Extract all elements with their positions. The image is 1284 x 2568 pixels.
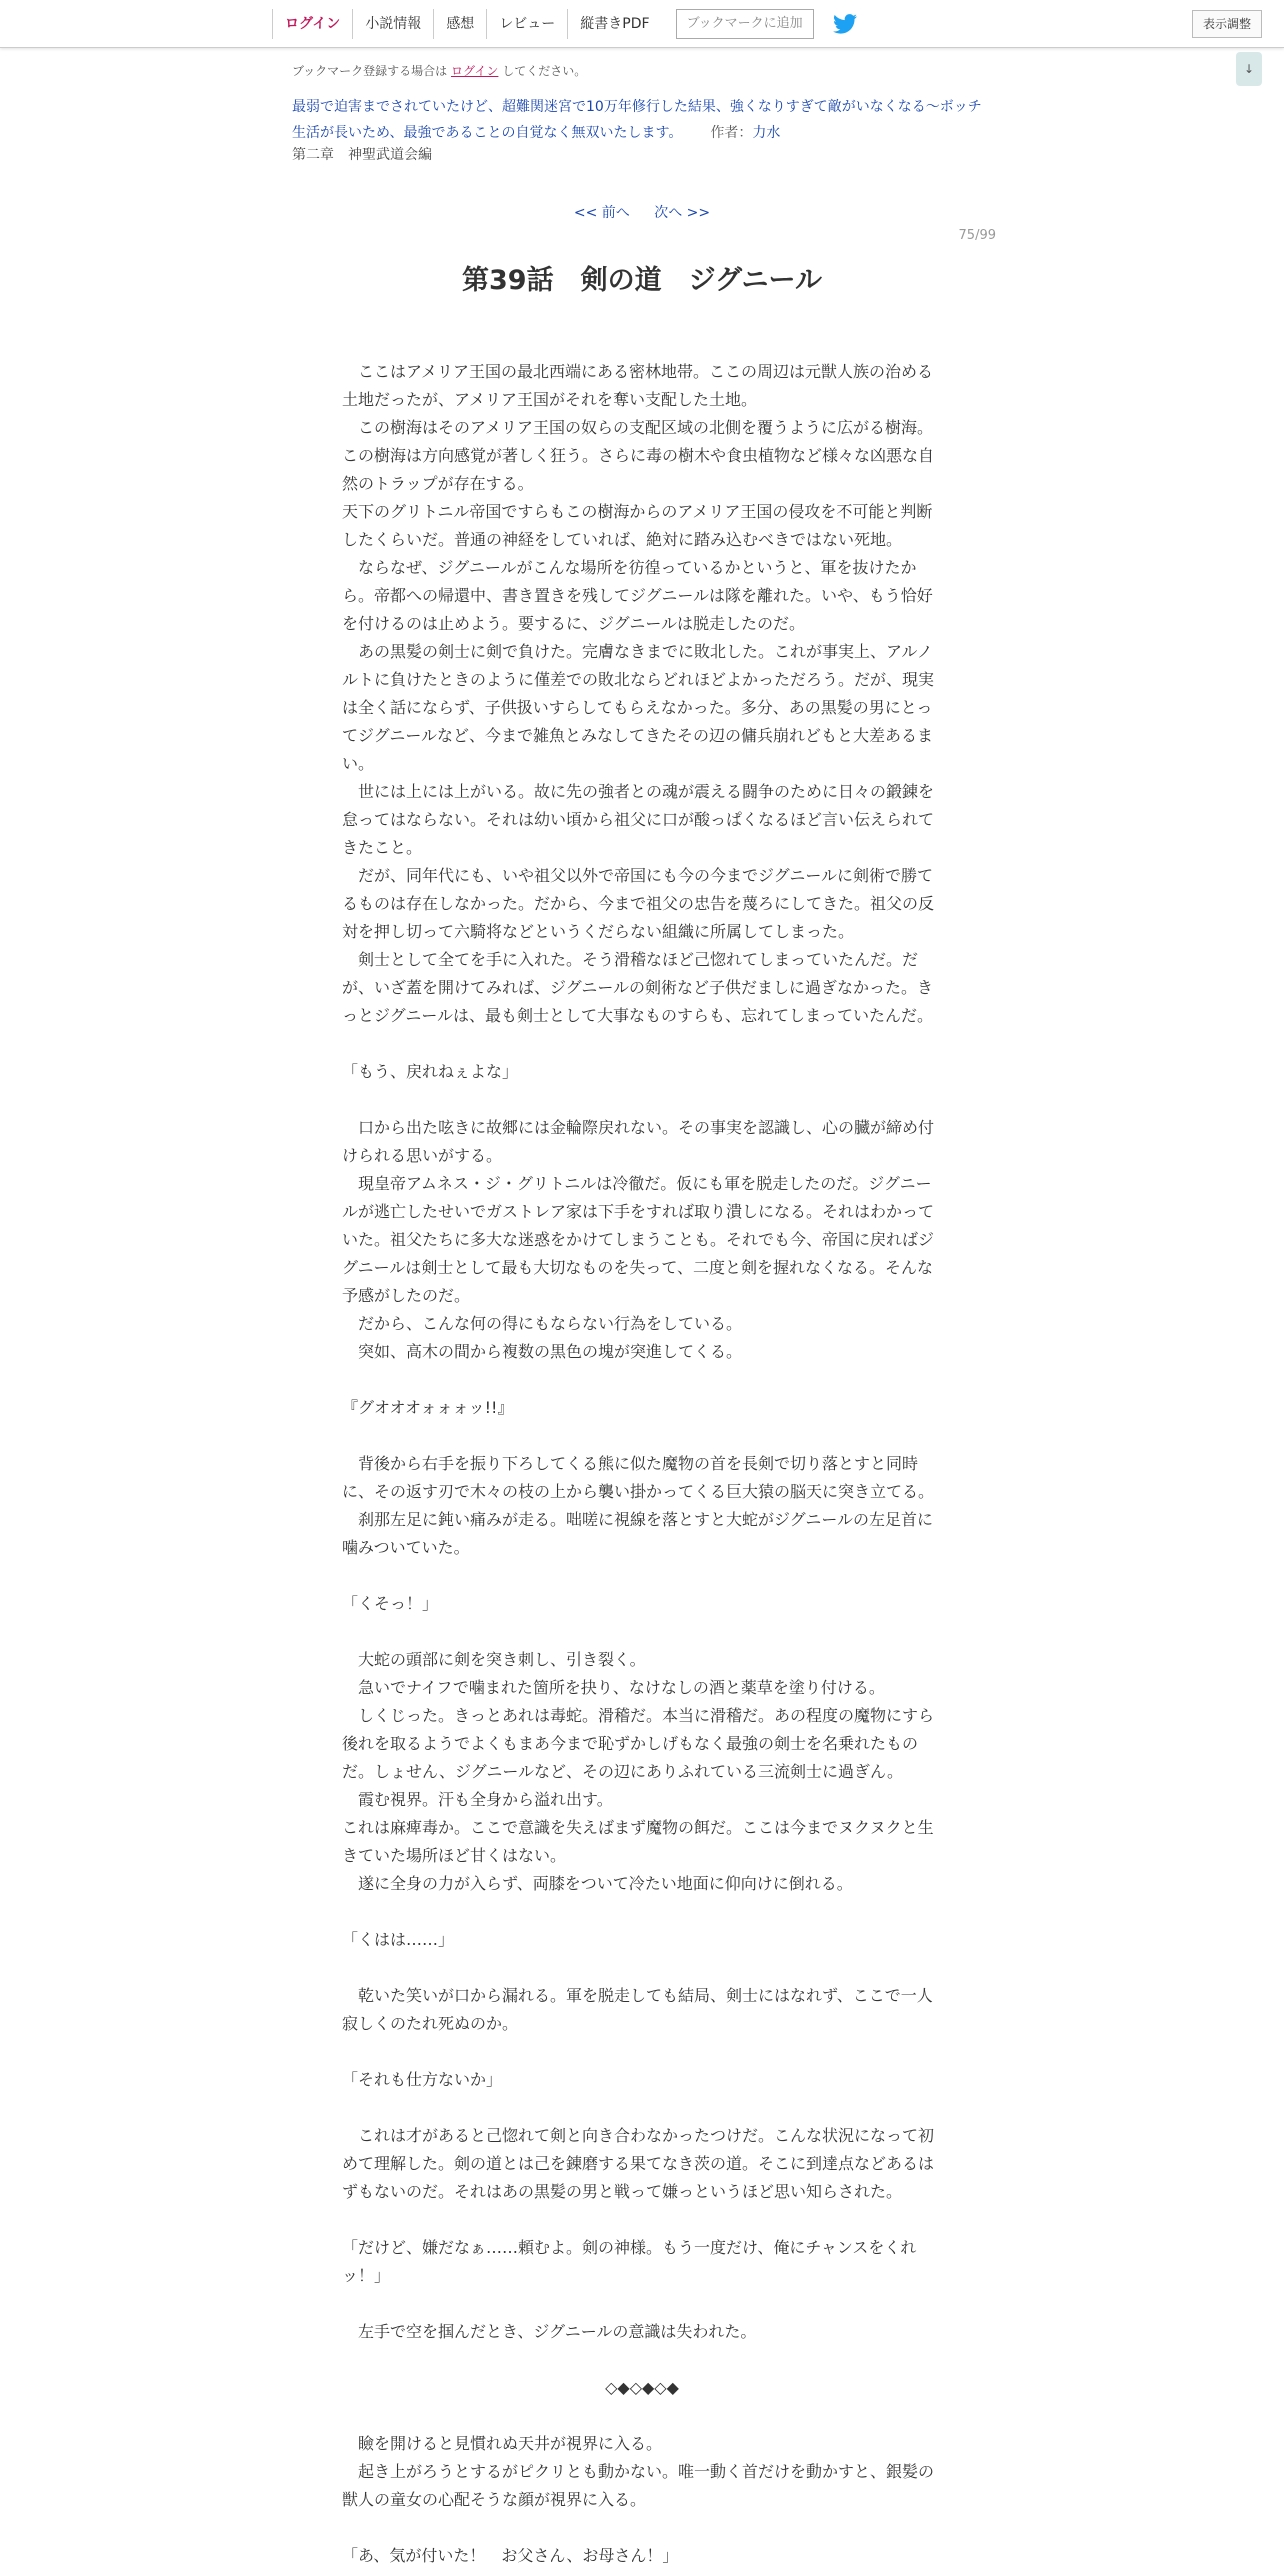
body-paragraph [342,1422,942,1450]
episode-title: 第39話 剣の道 ジグニール [462,265,822,296]
body-paragraph [342,1030,942,1058]
body-paragraph [342,2402,942,2430]
top-header [0,0,1284,48]
next-episode-link[interactable]: 次へ >> [654,205,711,221]
add-bookmark-button[interactable]: ブックマークに追加 [676,9,814,39]
body-paragraph: 天下のグリトニル帝国ですらもこの樹海からのアメリア王国の侵攻を不可能と判断したくらいだ。普通の神経をしていれば、絶対に踏み込むべきではない死地。 [342,502,933,549]
body-paragraph: 遂に全身の力が入らず、両膝をついて冷たい地面に仰向けに倒れる。 [342,1874,853,1893]
body-paragraph: だから、こんな何の得にもならない行為をしている。 [342,1314,743,1333]
body-paragraph [342,2346,942,2374]
bookmark-login-link[interactable]: ログイン [451,64,499,78]
body-paragraph: 背後から右手を振り下ろしてくる熊に似た魔物の首を長剣で切り落とすと同時に、その返す刃で木々の枝の上から襲い掛かってくる巨大猿の脳天に突き立てる。 [342,1454,935,1501]
chapter-title: 第二章 神聖武道会編 [292,147,432,163]
body-paragraph: この樹海はそのアメリア王国の奴らの支配区域の北側を覆うように広がる樹海。この樹海は方向感覚が著しく狂う。さらに毒の樹木や食虫植物など様々な凶悪な自然のトラップが存在する。 [342,418,935,493]
episode-count: 75/99 [958,228,996,243]
body-paragraph [342,1086,942,1114]
novel-title [292,94,992,146]
body-paragraph: 瞼を開けると見慣れぬ天井が視界に入る。 [342,2434,663,2453]
body-paragraph: 「くそっ！」 [342,1594,439,1613]
nav-login[interactable]: ログイン [272,9,352,39]
author-label: 作者： [710,125,753,141]
body-paragraph [342,2206,942,2234]
twitter-icon[interactable] [832,11,858,37]
body-paragraph [342,2290,942,2318]
author-link[interactable]: 力水 [752,125,781,141]
nav-novel-info[interactable]: 小説情報 [352,9,433,39]
body-paragraph: 突如、高木の間から複数の黒色の塊が突進してくる。 [342,1342,743,1361]
body-paragraph [342,1618,942,1646]
body-paragraph: ここはアメリア王国の最北西端にある密林地帯。ここの周辺は元獣人族の治める土地だったが、アメリア王国がそれを奪い支配した土地。 [342,362,934,409]
body-paragraph: 現皇帝アムネス・ジ・グリトニルは冷徹だ。仮にも軍を脱走したのだ。ジグニールが逃亡したせいでガストレア家は下手をすれば取り潰しになる。それはわかっていた。祖父たちに多大な迷惑をかけてしまうことも。それでも今、帝国に戻ればジグニールは剣士として最も大切なものを失って、二度と剣を握れなくなる。そんな予感がしたのだ。 [342,1174,935,1305]
episode-pager [0,202,1284,222]
nav-vertical-pdf[interactable]: 縦書きPDF [567,9,661,39]
body-paragraph: しくじった。きっとあれは毒蛇。滑稽だ。本当に滑稽だ。あの程度の魔物にすら後れを取るようでよくもまあ今まで恥ずかしげもなく最強の剣士を名乗れたものだ。しょせん、ジグニールなど、その辺にありふれている三流剣士に過ぎん。 [342,1706,935,1781]
display-settings-button[interactable]: 表示調整 [1192,10,1262,38]
body-paragraph: 口から出た呟きに故郷には金輪際戻れない。その事実を認識し、心の臓が締め付けられる思いがする。 [342,1118,935,1165]
body-paragraph: 刹那左足に鈍い痛みが走る。咄嗟に視線を落とすと大蛇がジグニールの左足首に噛みついていた。 [342,1510,934,1557]
prev-episode-link[interactable]: << 前へ [573,205,630,221]
body-paragraph: ◇◆◇◆◇◆ [605,2378,679,2397]
body-paragraph: 左手で空を掴んだとき、ジグニールの意識は失われた。 [342,2322,757,2341]
novel-title-link[interactable]: 最弱で迫害までされていたけど、超難関迷宮で10万年修行した結果、強くなりすぎて敵がいなくなる～ボッチ生活が長いため、最強であることの自覚なく無双いたします。 [292,99,982,141]
scroll-down-button[interactable]: ↓ [1236,52,1262,86]
body-paragraph: 霞む視界。汗も全身から溢れ出す。 [342,1790,613,1809]
body-paragraph: だが、同年代にも、いや祖父以外で帝国にも今の今までジグニールに剣術で勝てるものは存在しなかった。だから、今まで祖父の忠告を蔑ろにしてきた。祖父の反対を押し切って六騎将などというくだらない組織に所属してしまった。 [342,866,935,941]
novel-body [342,358,942,2568]
body-paragraph: あの黒髪の剣士に剣で負けた。完膚なきまでに敗北した。これが事実上、アルノルトに負けたときのように僅差での敗北ならどれほどよかっただろう。だが、現実は全く話にならず、子供扱いすらしてもらえなかった。多分、あの黒髪の男にとってジグニールなど、今まで雑魚とみなしてきたその辺の傭兵崩れどもと大差あるまい。 [342,642,935,773]
body-paragraph [342,1562,942,1590]
body-paragraph [342,1898,942,1926]
body-paragraph: 世には上には上がいる。故に先の強者との魂が震える闘争のために日々の鍛錬を怠ってはならない。それは幼い頃から祖父に口が酸っぱくなるほど言い伝えられてきたこと。 [342,782,935,857]
body-paragraph [342,2514,942,2542]
body-paragraph: ならなぜ、ジグニールがこんな場所を彷徨っているかというと、軍を抜けたから。帝都への帰還中、書き置きを残してジグニールは隊を離れた。いや、もう恰好を付けるのは止めよう。要するに、ジグニールは脱走したのだ。 [342,558,933,633]
bookmark-note-suffix: してください。 [502,64,587,78]
body-paragraph: これは麻痺毒か。ここで意識を失えばまず魔物の餌だ。ここは今までヌクヌクと生きていた場所ほど甘くはない。 [342,1818,934,1865]
nav-review[interactable]: レビュー [486,9,567,39]
body-paragraph: 「だけど、嫌だなぁ……頼むよ。剣の神様。もう一度だけ、俺にチャンスをくれッ！」 [342,2238,917,2285]
body-paragraph: 乾いた笑いが口から漏れる。軍を脱走しても結局、剣士にはなれず、ここで一人寂しくのたれ死ぬのか。 [342,1986,933,2033]
body-paragraph: 起き上がろうとするがピクリとも動かない。唯一動く首だけを動かすと、銀髪の獣人の童女の心配そうな顔が視界に入る。 [342,2462,935,2509]
body-paragraph [342,2038,942,2066]
body-paragraph [342,1954,942,1982]
body-paragraph: 大蛇の頭部に剣を突き刺し、引き裂く。 [342,1650,646,1669]
body-paragraph: これは才があると己惚れて剣と向き合わなかったつけだ。こんな状況になって初めて理解した。剣の道とは己を錬磨する果てなき茨の道。そこに到達点などあるはずもないのだ。それはあの黒髪の男と戦って嫌っというほど思い知らされた。 [342,2126,935,2201]
body-paragraph [342,2094,942,2122]
body-paragraph: 「あ、気が付いた！ お父さん、お母さん！」 [342,2546,679,2565]
body-paragraph: 「もう、戻れねぇよな」 [342,1062,519,1081]
body-paragraph: 『グオオオォォォッ!!』 [342,1398,514,1417]
body-paragraph [342,1366,942,1394]
body-paragraph: 急いでナイフで噛まれた箇所を抉り、なけなしの酒と薬草を塗り付ける。 [342,1678,885,1697]
bookmark-note [292,62,586,79]
nav-impressions[interactable]: 感想 [433,9,486,39]
body-paragraph: 剣士として全てを手に入れた。そう滑稽なほど己惚れてしまっていたんだ。だが、いざ蓋を開けてみれば、ジグニールの剣術など子供だましに過ぎなかった。きっとジグニールは、最も剣士として大事なものすらも、忘れてしまっていたんだ。 [342,950,934,1025]
bookmark-note-prefix: ブックマーク登録する場合は [292,64,448,78]
body-paragraph: 「くはは……」 [342,1930,455,1949]
body-paragraph: 「それも仕方ないか」 [342,2070,503,2089]
top-nav [272,0,858,48]
